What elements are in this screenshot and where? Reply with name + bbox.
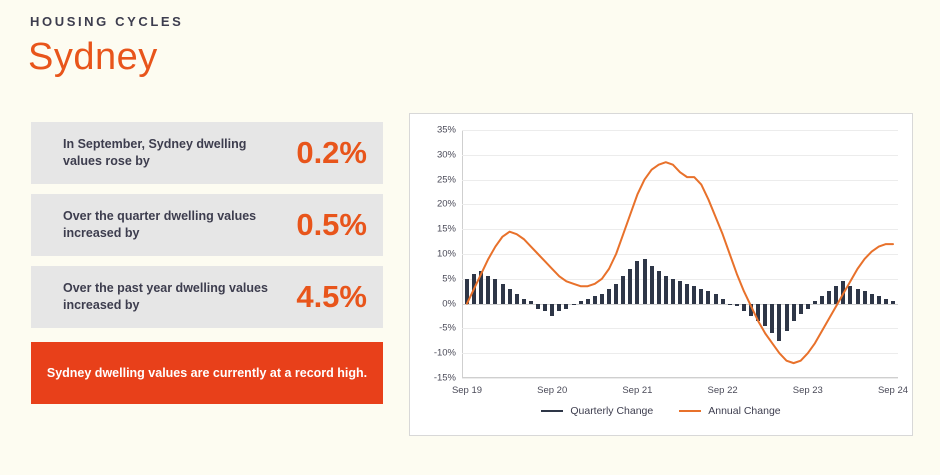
chart-y-tick-label: 35%: [436, 124, 456, 136]
chart-y-tick-label: 5%: [442, 273, 456, 285]
chart-y-tick-label: 15%: [436, 223, 456, 235]
chart-y-tick-label: 10%: [436, 248, 456, 260]
legend-swatch-annual: [679, 410, 701, 413]
stat-card-value: 0.2%: [296, 135, 367, 170]
stat-card-label: Over the past year dwelling values increased by: [63, 281, 268, 312]
chart-x-tick-label: Sep 22: [707, 385, 738, 396]
chart-x-tick-label: Sep 21: [622, 385, 653, 396]
page-title: Sydney: [28, 36, 158, 78]
stat-card: [31, 194, 383, 256]
stat-card-value: 4.5%: [296, 279, 367, 314]
chart-y-tick-label: 25%: [436, 174, 456, 186]
record-high-banner: [31, 342, 383, 404]
chart-y-tick-label: 0%: [442, 298, 456, 310]
chart-x-tick-label: Sep 24: [877, 385, 909, 396]
chart-x-tick-label: Sep 19: [451, 385, 483, 396]
stat-card-list: [31, 122, 383, 404]
record-high-banner-text: Sydney dwelling values are currently at a record high.: [46, 366, 368, 380]
stat-card-value: 0.5%: [296, 207, 367, 242]
chart-y-tick-label: -5%: [439, 322, 456, 334]
stat-card-label: In September, Sydney dwelling values rose by: [63, 137, 247, 168]
legend-item-quarterly: [541, 405, 653, 417]
chart-y-tick-label: -10%: [433, 347, 456, 359]
legend-label-annual: Annual Change: [708, 405, 781, 417]
chart-y-tick-label: -15%: [433, 372, 456, 384]
chart-x-tick-label: Sep 23: [792, 385, 823, 396]
chart-annual-line: [462, 130, 898, 378]
stat-card-label: Over the quarter dwelling values increased by: [63, 209, 257, 240]
legend-label-quarterly: Quarterly Change: [570, 405, 654, 417]
page-eyebrow: HOUSING CYCLES: [30, 14, 184, 29]
chart-x-tick-label: Sep 20: [537, 385, 568, 396]
stat-card: [31, 266, 383, 328]
chart-legend: [410, 405, 912, 417]
legend-swatch-quarterly: [541, 410, 563, 413]
chart-gridline: [462, 378, 898, 379]
legend-item-annual: [679, 405, 780, 417]
housing-chart-panel: [409, 113, 913, 436]
stat-card: [31, 122, 383, 184]
chart-y-tick-label: 20%: [436, 198, 456, 210]
chart-y-tick-label: 30%: [436, 149, 456, 161]
chart-plot-area: [433, 124, 909, 396]
